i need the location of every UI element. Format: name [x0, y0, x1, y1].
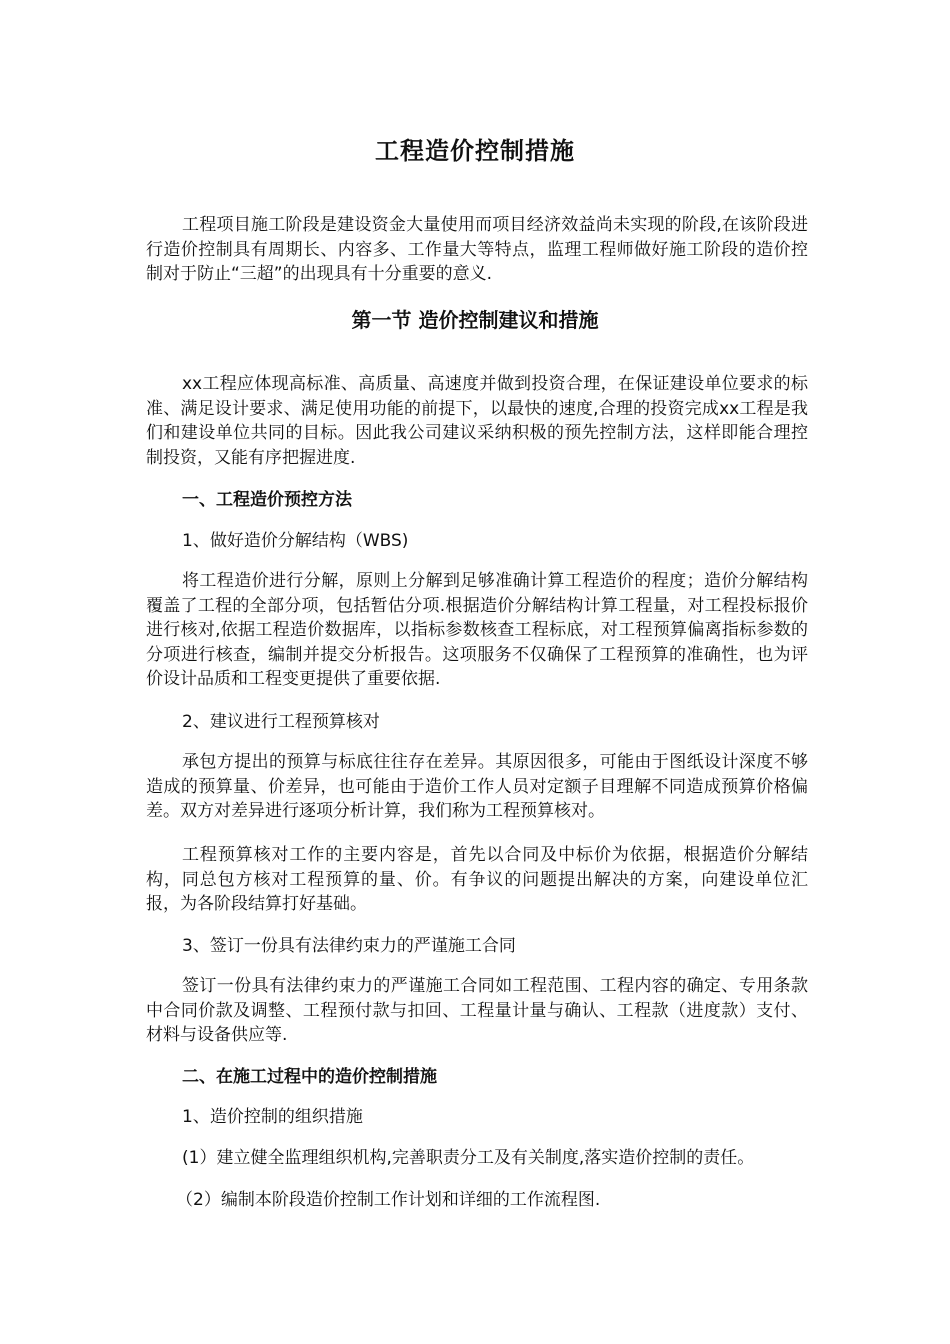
document-title: 工程造价控制措施 [375, 137, 575, 165]
item-1-paragraph: 将工程造价进行分解，原则上分解到足够准确计算工程造价的程度；造价分解结构覆盖了工程的全部分项，包括暂估分项.根据造价分解结构计算工程量，对工程投标报价进行核对,依据工程造价数据库，以指标参数核查工程标底，对工程预算偏离指标参数的分项进行核查，编制并提交分析报告。这项服务不仅确保了工程预算的准确性，也为评价设计品质和工程变更提供了重要依据. [146, 571, 808, 689]
item-1-title: 1、做好造价分解结构（WBS) [182, 531, 409, 551]
item-2-title: 2、建议进行工程预算核对 [182, 712, 380, 732]
part-2-item-1-title: 1、造价控制的组织措施 [182, 1107, 363, 1127]
section-1-intro-paragraph: xx工程应体现高标准、高质量、高速度并做到投资合理，在保证建设单位要求的标准、满足设计要求、满足使用功能的前提下，以最快的速度,合理的投资完成xx工程是我们和建设单位共同的目标。因此我公司建议采纳积极的预先控制方法，这样即能合理控制投资，又能有序把握进度. [146, 374, 808, 468]
part-2-sub-item-1: (1）建立健全监理组织机构,完善职责分工及有关制度,落实造价控制的责任。 [182, 1148, 755, 1168]
section-1-title: 第一节 造价控制建议和措施 [351, 308, 599, 332]
item-3-title: 3、签订一份具有法律约束力的严谨施工合同 [182, 936, 516, 956]
item-3-paragraph: 签订一份具有法律约束力的严谨施工合同如工程范围、工程内容的确定、专用条款中合同价款及调整、工程预付款与扣回、工程量计量与确认、工程款（进度款）支付、材料与设备供应等. [146, 976, 808, 1045]
intro-paragraph: 工程项目施工阶段是建设资金大量使用而项目经济效益尚未实现的阶段,在该阶段进行造价控制具有周期长、内容多、工作量大等特点，监理工程师做好施工阶段的造价控制对于防止“三超”的出现具有十分重要的意义. [146, 215, 808, 284]
item-2-paragraph-2: 工程预算核对工作的主要内容是，首先以合同及中标价为依据，根据造价分解结构，同总包方核对工程预算的量、价。有争议的问题提出解决的方案，向建设单位汇报，为各阶段结算打好基础。 [146, 845, 808, 914]
part-2-heading: 二、在施工过程中的造价控制措施 [182, 1067, 437, 1087]
item-2-paragraph-1: 承包方提出的预算与标底往往存在差异。其原因很多，可能由于图纸设计深度不够造成的预算量、价差异，也可能由于造价工作人员对定额子目理解不同造成预算价格偏差。双方对差异进行逐项分析计算，我们称为工程预算核对。 [146, 752, 808, 821]
part-2-sub-item-2: （2）编制本阶段造价控制工作计划和详细的工作流程图. [176, 1190, 601, 1210]
part-1-heading: 一、工程造价预控方法 [182, 490, 352, 510]
